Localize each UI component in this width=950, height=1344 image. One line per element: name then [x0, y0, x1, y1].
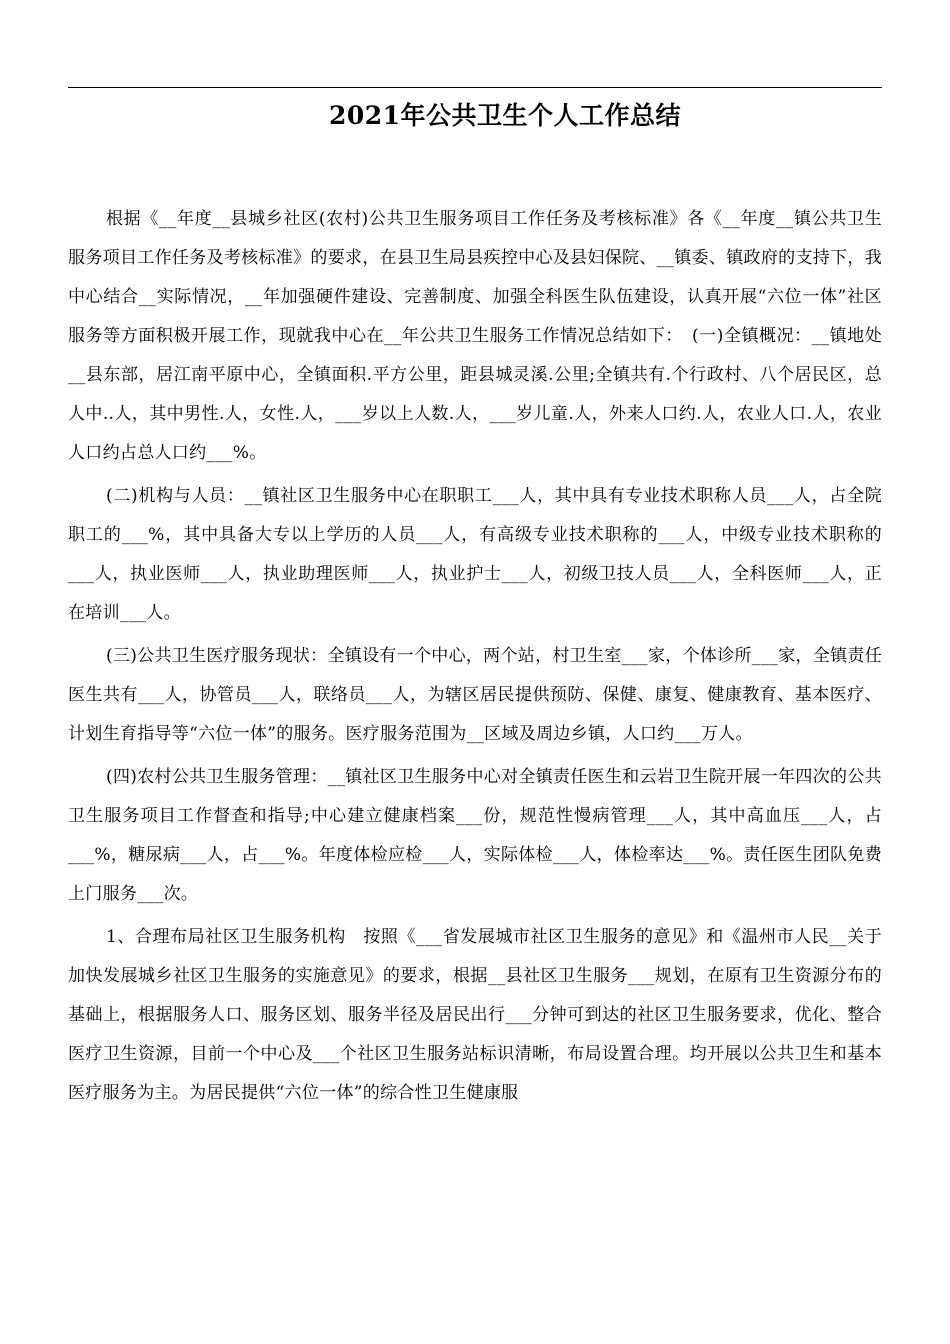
paragraph-overview: 根据《__年度__县城乡社区(农村)公共卫生服务项目工作任务及考核标准》各《__年度__镇公共卫生服务项目工作任务及考核标准》的要求，在县卫生局县疾控中心及县妇保院、__镇委、镇政府的支持下，我中心结合__实际情况，__年加强硬件建设、完善制度、加强全科医生队伍建设，认真开展“六位一体”社区服务等方面积极开展工作，现就我中心在__年公共卫生服务工作情况总结如下： (一)全镇概况：__镇地处__县东部，居江南平原中心，全镇面积.平方公里，距县城灵溪.公里;全镇共有.个行政村、八个居民区，总人中..人，其中男性.人，女性.人，___岁以上人数.人，___岁儿童.人，外来人口约.人，农业人口.人，农业人口约占总人口约___%。 — [68, 209, 882, 463]
header-rule — [68, 87, 882, 88]
document-title: 2021年公共卫生个人工作总结 — [328, 101, 682, 130]
paragraph-layout: 1、合理布局社区卫生服务机构 按照《___省发展城市社区卫生服务的意见》和《温州市人民__关于加快发展城乡社区卫生服务的实施意见》的要求，根据__县社区卫生服务___规划，在原有卫生资源分布的基础上，根据服务人口、服务区划、服务半径及居民出行___分钟可到达的社区卫生服务要求，优化、整合医疗卫生资源，目前一个中心及___个社区卫生服务站标识清晰，布局设置合理。均开展以公共卫生和基本医疗服务为主。为居民提供“六位一体”的综合性卫生健康服 — [68, 927, 882, 1103]
paragraph-staffing: (二)机构与人员：__镇社区卫生服务中心在职职工___人，其中具有专业技术职称人员___人，占全院职工的___%，其中具备大专以上学历的人员___人，有高级专业技术职称的___人，中级专业技术职称的___人，执业医师___人，执业助理医师___人，执业护士___人，初级卫技人员___人，全科医师___人，正在培训___人。 — [68, 486, 882, 623]
document-body — [68, 200, 882, 1117]
paragraph-service-management: (四)农村公共卫生服务管理：__镇社区卫生服务中心对全镇责任医生和云岩卫生院开展一年四次的公共卫生服务项目工作督查和指导;中心建立健康档案___份，规范性慢病管理___人，其中高血压___人，占___%，糖尿病___人，占___%。年度体检应检___人，实际体检___人，体检率达___%。责任医生团队免费上门服务___次。 — [68, 767, 882, 904]
paragraph-service-status: (三)公共卫生医疗服务现状：全镇设有一个中心，两个站，村卫生室___家，个体诊所___家，全镇责任医生共有___人，协管员___人，联络员___人，为辖区居民提供预防、保健、康复、健康教育、基本医疗、计划生育指导等“六位一体”的服务。医疗服务范围为__区域及周边乡镇，人口约___万人。 — [68, 646, 882, 744]
